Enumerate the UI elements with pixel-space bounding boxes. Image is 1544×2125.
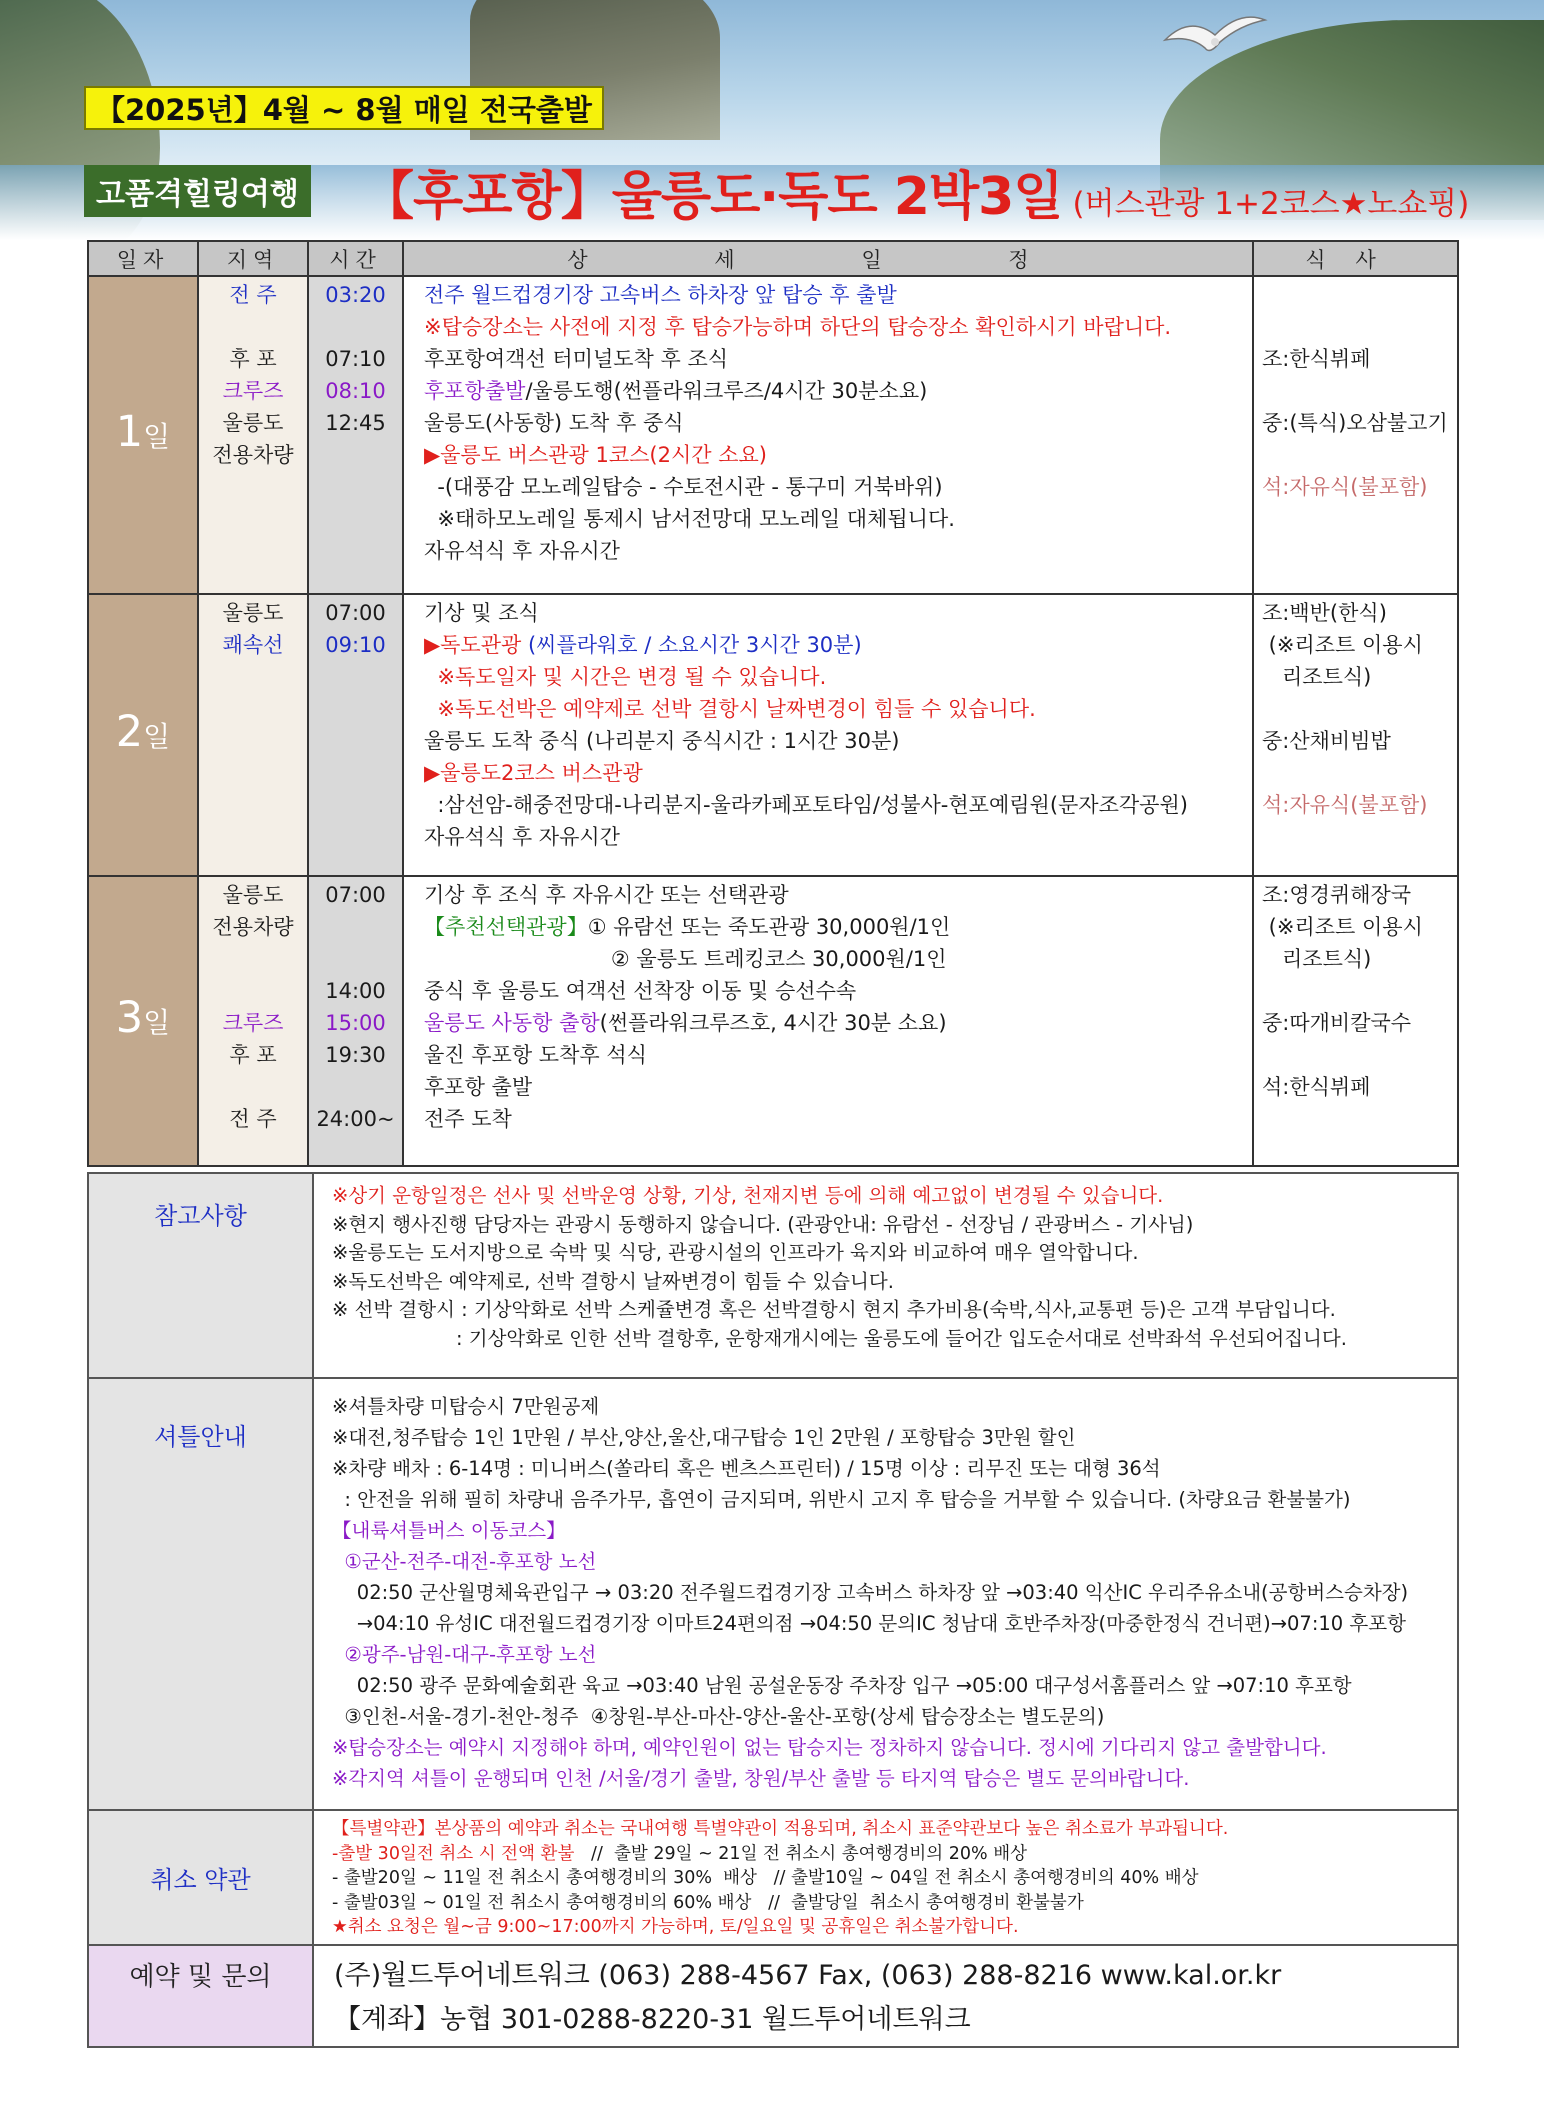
time-label [309,311,402,343]
shuttle-line: : 안전을 위해 필히 차량내 음주가무, 흡연이 금지되며, 위반시 고지 후 탑승을 거부할 수 있습니다. (차량요금 환불불가) [332,1488,1351,1511]
day-number: 1 [115,406,144,457]
region-label: 쾌속선 [222,633,284,657]
detail-line: ▶울릉도2코스 버스관광 [424,761,643,785]
meal-line: 중:따개비칼국수 [1262,1011,1412,1035]
meal-line [1262,975,1457,1007]
meal-line: 중:산채비빔밥 [1262,729,1391,753]
shuttle-line: ※셔틀차량 미탑승시 7만원공제 [332,1395,600,1418]
seagull-icon [1160,0,1270,80]
meal-line [1262,693,1457,725]
detail-line [424,375,1252,407]
header-region: 지역 [198,241,308,276]
text-run: (썬플라워크루즈호, 4시간 30분 소요) [599,1011,947,1035]
meal-line [1262,279,1457,311]
detail-line [424,629,1252,661]
meal-line: 조:한식뷔페 [1262,347,1371,371]
region-label: 전용차량 [212,443,294,467]
text-run: // 출발 29일 ~ 21일 전 취소시 총여행경비의 20% 배상 [591,1843,1028,1864]
time-cell [308,876,403,1166]
contact-body [313,1945,1458,2047]
reference-line: ※현지 행사진행 담당자는 관광시 동행하지 않습니다. (관광안내: 유람선 - 선장님 / 관광버스 - 기사님) [332,1212,1194,1236]
departure-period-badge: 【2025년】4월 ~ 8월 매일 전국출발 [84,86,604,130]
meal-line: 조:백반(한식) [1262,601,1387,625]
time-label: 15:00 [325,1011,386,1035]
shuttle-line: ②광주-남원-대구-후포항 노선 [332,1643,597,1666]
day-number: 2 [115,706,144,757]
region-label: 크루즈 [222,379,284,403]
shuttle-line: ※각지역 셔틀이 운행되며 인천 /서울/경기 출발, 창원/부산 출발 등 타지역 탑승은 별도 문의바랍니다. [332,1767,1190,1790]
time-label [309,943,402,975]
cancel-line: - 출발03일 ~ 01일 전 취소시 총여행경비의 60% 배상 // 출발당일 취소시 총여행경비 환불불가 [332,1892,1084,1913]
detail-line: 기상 및 조식 [424,601,539,625]
cancel-heading-label: 취소 약관 [150,1866,251,1894]
text-run: /울릉도행(썬플라워크루즈/4시간 30분소요) [525,379,928,403]
meal-line [1262,439,1457,471]
reference-row [88,1173,1458,1378]
contact-line-account: 【계좌】농협 301-0288-8220-31 월드투어네트워크 [334,2004,971,2035]
header-banner [0,0,1544,240]
tour-type-badge: 고품격힐링여행 [84,165,311,217]
cancel-line: ★취소 요청은 월~금 9:00~17:00까지 가능하며, 토/일요일 및 공휴일은 취소불가합니다. [332,1917,1019,1937]
reference-heading-label: 참고사항 [154,1202,247,1230]
reference-body [313,1173,1458,1378]
region-label: 후 포 [229,1043,277,1067]
meal-cell [1253,876,1458,1166]
detail-line: 자유석식 후 자유시간 [424,825,620,849]
region-cell [198,594,308,876]
shuttle-line: 【내륙셔틀버스 이동코스】 [332,1519,566,1542]
cancel-body [313,1810,1458,1945]
schedule-table [87,240,1459,1167]
shuttle-line: ※탑승장소는 예약시 지정해야 하며, 예약인원이 없는 탑승지는 정차하지 않습니다. 정시에 기다리지 않고 출발합니다. [332,1736,1327,1759]
time-label: 19:30 [325,1043,386,1067]
header-meal: 식사 [1253,241,1458,276]
contact-line-company: (주)월드투어네트워크 (063) 288-4567 Fax, (063) 288-8216 www.kal.or.kr [334,1960,1282,1991]
notes-table [87,1172,1459,2048]
detail-line: 자유석식 후 자유시간 [424,539,620,563]
region-label [199,975,307,1007]
time-label: 07:00 [325,883,386,907]
shuttle-line: ①군산-전주-대전-후포항 노선 [332,1550,597,1573]
reference-line: ※울릉도는 도서지방으로 숙박 및 식당, 관광시설의 인프라가 육지와 비교하여 매우 열악합니다. [332,1241,1139,1265]
schedule-row-day-1 [88,276,1458,594]
header-time: 시간 [308,241,403,276]
detail-line: :삼선암-해중전망대-나리분지-울라카페포토타임/성불사-현포예림원(문자조각공원) [424,793,1188,817]
region-label: 울릉도 [222,601,284,625]
time-label: 24:00~ [316,1107,395,1131]
shuttle-line: 02:50 군산월명체육관입구 → 03:20 전주월드컵경기장 고속버스 하차장 앞 →03:40 익산IC 우리주유소내(공항버스승차장) [332,1581,1409,1604]
detail-line: 중식 후 울릉도 여객선 선착장 이동 및 승선수속 [424,979,857,1003]
detail-line: 후포항 출발 [424,1075,533,1099]
schedule-header-row [88,241,1458,276]
title-sub: (버스관광 1+2코스★노쇼핑) [1072,186,1470,222]
cancel-line: - 출발20일 ~ 11일 전 취소시 총여행경비의 30% 배상 // 출발10일 ~ 04일 전 취소시 총여행경비의 40% 배상 [332,1868,1199,1888]
day-suffix: 일 [143,1005,171,1039]
detail-line: ② 울릉도 트레킹코스 30,000원/1인 [424,947,947,971]
shuttle-body [313,1378,1458,1810]
detail-line: ▶울릉도 버스관광 1코스(2시간 소요) [424,443,768,467]
shuttle-row [88,1378,1458,1810]
region-cell [198,876,308,1166]
meal-line [1262,375,1457,407]
time-label [309,911,402,943]
region-label: 후 포 [229,347,277,371]
page-title [362,154,1470,227]
reference-line: ※독도선박은 예약제로, 선박 결항시 날짜변경이 힘들 수 있습니다. [332,1269,894,1293]
time-label: 09:10 [325,633,386,657]
cancel-row [88,1810,1458,1945]
shuttle-heading [88,1378,313,1810]
header-day: 일자 [88,241,198,276]
time-label [309,1071,402,1103]
region-label: 크루즈 [222,1011,284,1035]
meal-line: 석:자유식(불포함) [1262,793,1428,817]
meal-line: 석:자유식(불포함) [1262,475,1428,499]
text-run: ① 유람선 또는 죽도관광 30,000원/1인 [587,915,951,939]
meal-line [1262,1039,1457,1071]
meal-cell [1253,594,1458,876]
schedule-row-day-3 [88,876,1458,1166]
meal-line [1262,757,1457,789]
region-label: 전용차량 [212,915,294,939]
meal-line: 중:(특식)오삼불고기 [1262,411,1448,435]
day-suffix: 일 [143,719,171,753]
reference-heading [88,1173,313,1378]
detail-line: 전주 도착 [424,1107,512,1131]
shuttle-line: 02:50 광주 문화예술회관 육교 →03:40 남원 공설운동장 주차장 입구 →05:00 대구성서홈플러스 앞 →07:10 후포항 [332,1674,1352,1697]
detail-cell [403,276,1253,594]
detail-line: 울릉도(사동항) 도착 후 중식 [424,411,684,435]
time-label: 03:20 [325,283,386,307]
shuttle-line: ※차량 배차 : 6-14명 : 미니버스(쏠라티 혹은 벤츠스프린터) / 15명 이상 : 리무진 또는 대형 36석 [332,1457,1161,1480]
meal-line: 리조트식) [1262,665,1372,689]
cancel-heading [88,1810,313,1945]
contact-heading [88,1945,313,2047]
time-cell [308,276,403,594]
detail-cell [403,876,1253,1166]
meal-line: 리조트식) [1262,947,1372,971]
time-label: 14:00 [325,979,386,1003]
contact-row [88,1945,1458,2047]
time-label: 07:00 [325,601,386,625]
day-suffix: 일 [143,419,171,453]
detail-line: ※독도선박은 예약제로 선박 결항시 날짜변경이 힘들 수 있습니다. [424,697,1036,721]
detail-line: -(대풍감 모노레일탑승 - 수토전시관 - 통구미 거북바위) [424,475,943,499]
title-main: 【후포항】울릉도·독도 2박3일 [362,167,1063,227]
text-run: ▶독도관광 [424,633,522,657]
text-run: 울릉도 사동항 출항 [424,1011,600,1035]
reference-line: ※상기 운항일정은 선사 및 선박운영 상황, 기상, 천재지변 등에 의해 예고없이 변경될 수 있습니다. [332,1184,1164,1207]
region-label [199,1071,307,1103]
shuttle-line: ※대전,청주탑승 1인 1만원 / 부산,양산,울산,대구탑승 1인 2만원 / 포항탑승 3만원 할인 [332,1426,1076,1449]
meal-line: (※리조트 이용시 [1262,633,1423,657]
time-label: 07:10 [325,347,386,371]
detail-cell [403,594,1253,876]
day-cell [88,594,198,876]
region-label [199,311,307,343]
detail-line: ※태하모노레일 통제시 남서전망대 모노레일 대체됩니다. [424,507,955,531]
day-cell [88,876,198,1166]
detail-line: 전주 월드컵경기장 고속버스 하차장 앞 탑승 후 출발 [424,283,897,307]
detail-line: 울릉도 도착 중식 (나리분지 중식시간 : 1시간 30분) [424,729,900,753]
day-cell [88,276,198,594]
region-label: 울릉도 [222,411,284,435]
meal-line: 석:한식뷔페 [1262,1075,1371,1099]
cancel-line: 【특별약관】본상품의 예약과 취소는 국내여행 특별약관이 적용되며, 취소시 표준약관보다 높은 취소료가 부과됩니다. [332,1819,1229,1839]
day-number: 3 [115,992,144,1043]
shuttle-line: →04:10 유성IC 대전월드컵경기장 이마트24편의점 →04:50 문의IC 청남대 호반주차장(마중한정식 건너편)→07:10 후포항 [332,1612,1406,1635]
region-label: 울릉도 [222,883,284,907]
shuttle-line: ③인천-서울-경기-천안-청주 ④창원-부산-마산-양산-울산-포항(상세 탑승장소는 별도문의) [332,1705,1105,1728]
schedule-row-day-2 [88,594,1458,876]
contact-heading-label: 예약 및 문의 [129,1962,272,1992]
detail-line [424,911,1252,943]
time-cell [308,594,403,876]
region-label [199,943,307,975]
detail-line: 울진 후포항 도착후 석식 [424,1043,647,1067]
text-run: 후포항출발 [424,379,526,403]
region-label: 전 주 [229,283,277,307]
reference-line: : 기상악화로 인한 선박 결항후, 운항재개시에는 울릉도에 들어간 입도순서대로 선박좌석 우선되어집니다. [332,1326,1347,1350]
shuttle-heading-label: 셔틀안내 [154,1423,247,1451]
header-detail: 상 세 일 정 [403,241,1253,276]
detail-line [424,1007,1252,1039]
detail-line: 기상 후 조식 후 자유시간 또는 선택관광 [424,883,789,907]
detail-line: ※독도일자 및 시간은 변경 될 수 있습니다. [424,665,827,689]
detail-line: ※탑승장소는 사전에 지정 후 탑승가능하며 하단의 탑승장소 확인하시기 바랍니다. [424,315,1172,339]
meal-cell [1253,276,1458,594]
region-label: 전 주 [229,1107,277,1131]
time-label: 12:45 [325,411,386,435]
text-run: 【추천선택관광】 [424,915,588,939]
reference-line: ※ 선박 결항시 : 기상악화로 선박 스케쥴변경 혹은 선박결항시 현지 추가비용(숙박,식사,교통편 등)은 고객 부담입니다. [332,1298,1336,1322]
meal-line: (※리조트 이용시 [1262,915,1423,939]
time-label: 08:10 [325,379,386,403]
text-run: -출발 30일전 취소 시 전액 환불 [332,1843,592,1864]
region-cell [198,276,308,594]
meal-line: 조:영경퀴해장국 [1262,883,1412,907]
text-run: (씨플라워호 / 소요시간 3시간 30분) [521,633,862,657]
meal-line [1262,311,1457,343]
cancel-line [332,1842,1457,1867]
detail-line: 후포항여객선 터미널도착 후 조식 [424,347,729,371]
